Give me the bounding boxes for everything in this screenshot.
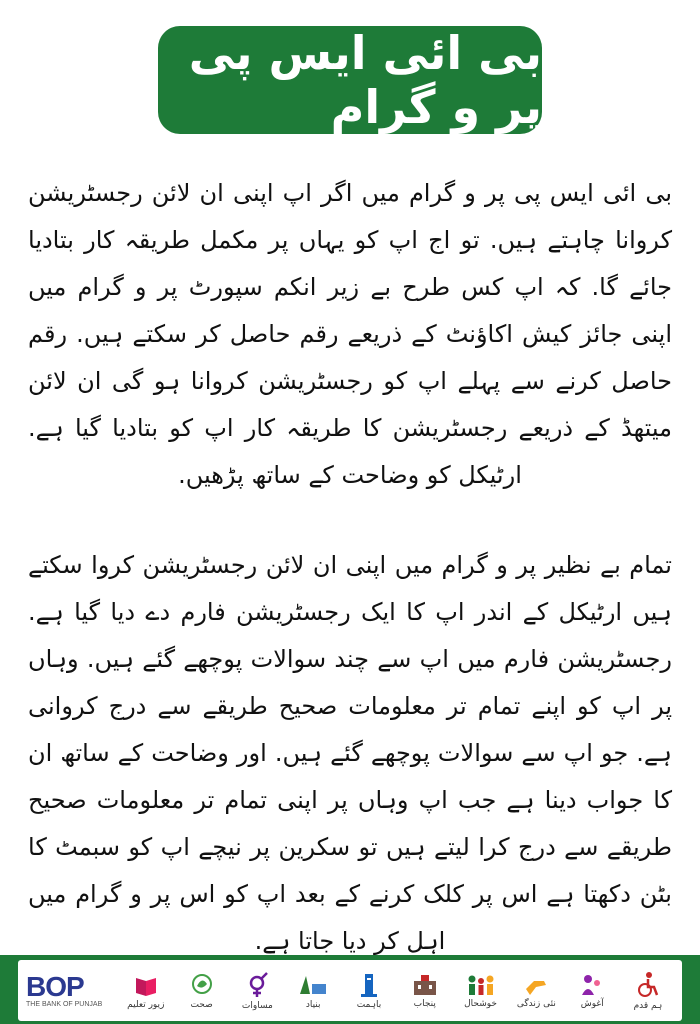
book-icon: [132, 972, 160, 998]
building-icon: [408, 973, 442, 997]
logo-label: ہم قدم: [633, 1000, 663, 1011]
pillar-icon: [356, 972, 382, 998]
logo-label: صحت: [190, 999, 213, 1010]
article-paragraph-1: بی ائی ایس پی پر و گرام میں اگر اپ اپنی ان لائن رجسٹریشن کروانا چاہتے ہیں. تو اج اپ کو یہاں پر مکمل طریقہ کار بتادیا جائے گا. کہ اپ کس طرح بے زیر انکم سپورٹ پر و گرام میں اپنی جائز کیش اکاؤنٹ کے ذریعے رقم حاصل کر سکتے ہیں. رقم حاصل کرنے سے پہلے اپ کو رجسٹریشن کروانا ہو گی ان لائن میتھڈ کے ذریعے رجسٹریشن کا طریقہ کار اپ کو بتادیا گیا ہے. ارٹیکل کو وضاحت کے ساتھ پڑھیں.: [28, 179, 672, 489]
mother-child-icon: [578, 973, 606, 997]
logo-label: زیور تعلیم: [127, 999, 165, 1010]
leaf-icon: [188, 972, 216, 998]
logo-bunyad: [287, 972, 339, 1010]
logo-nai-zindagi: [510, 973, 562, 1009]
logo-musawat: [231, 971, 283, 1011]
logo-label: نئی زندگی: [516, 998, 556, 1009]
page-title: بی ائی ایس پی پر و گرام: [188, 26, 542, 134]
hand-icon: [522, 973, 550, 997]
logo-label: خوشحال: [464, 998, 497, 1009]
logo-ham-qadam: [622, 971, 674, 1011]
logo-label: بنیاد: [305, 999, 321, 1010]
logo-label: پنجاب: [413, 998, 436, 1009]
wheelchair-icon: [634, 971, 662, 999]
bop-logo-mark: BOP: [26, 971, 84, 1002]
gender-icon: [243, 971, 271, 999]
logo-label: مساوات: [241, 1000, 273, 1011]
article-paragraph-2: تمام بے نظیر پر و گرام میں اپنی ان لائن رجسٹریشن کروا سکتے ہیں ارٹیکل کے اندر اپ کا ایک رجسٹریشن فارم دے دیا گیا ہے. رجسٹریشن فارم میں اپ سے چند سوالات پوچھے گئے ہیں. وہاں پر اپ کو اپنے تمام تر معلومات صحیح طریقے سے درج کروانی ہے. جو اپ سے سوالات پوچھے گئے ہیں. اور وضاحت کے ساتھ ان کا جواب دینا ہے جب اپ وہاں پر اپنی تمام تر معلومات صحیح طریقے سے درج کرا لیتے ہیں تو سکرین پر نیچے اپ کو سبمٹ کا بٹن دکھتا ہے اس پر کلک کرنے کے بعد اپ کو اس پر و گرام میں اہل کر دیا جاتا ہے.: [28, 551, 672, 955]
bop-logo-subtitle: THE BANK OF PUNJAB: [26, 1001, 103, 1008]
bank-of-punjab-logo: [26, 973, 116, 1008]
footer-logo-strip: [0, 955, 700, 1024]
footer-logo-panel: [18, 960, 682, 1021]
logo-aghosh: [566, 973, 618, 1009]
logo-label: باہمت: [356, 999, 382, 1010]
logo-label: آغوش: [580, 998, 604, 1009]
logo-bahimmat: [343, 972, 395, 1010]
logo-zewar-e-taleem: [120, 972, 172, 1010]
logo-sehat: [176, 972, 228, 1010]
family-icon: [464, 973, 498, 997]
logo-punjab: [399, 973, 451, 1009]
title-banner: [158, 26, 542, 134]
foundation-icon: [296, 972, 330, 998]
logo-khushhal: [455, 973, 507, 1009]
